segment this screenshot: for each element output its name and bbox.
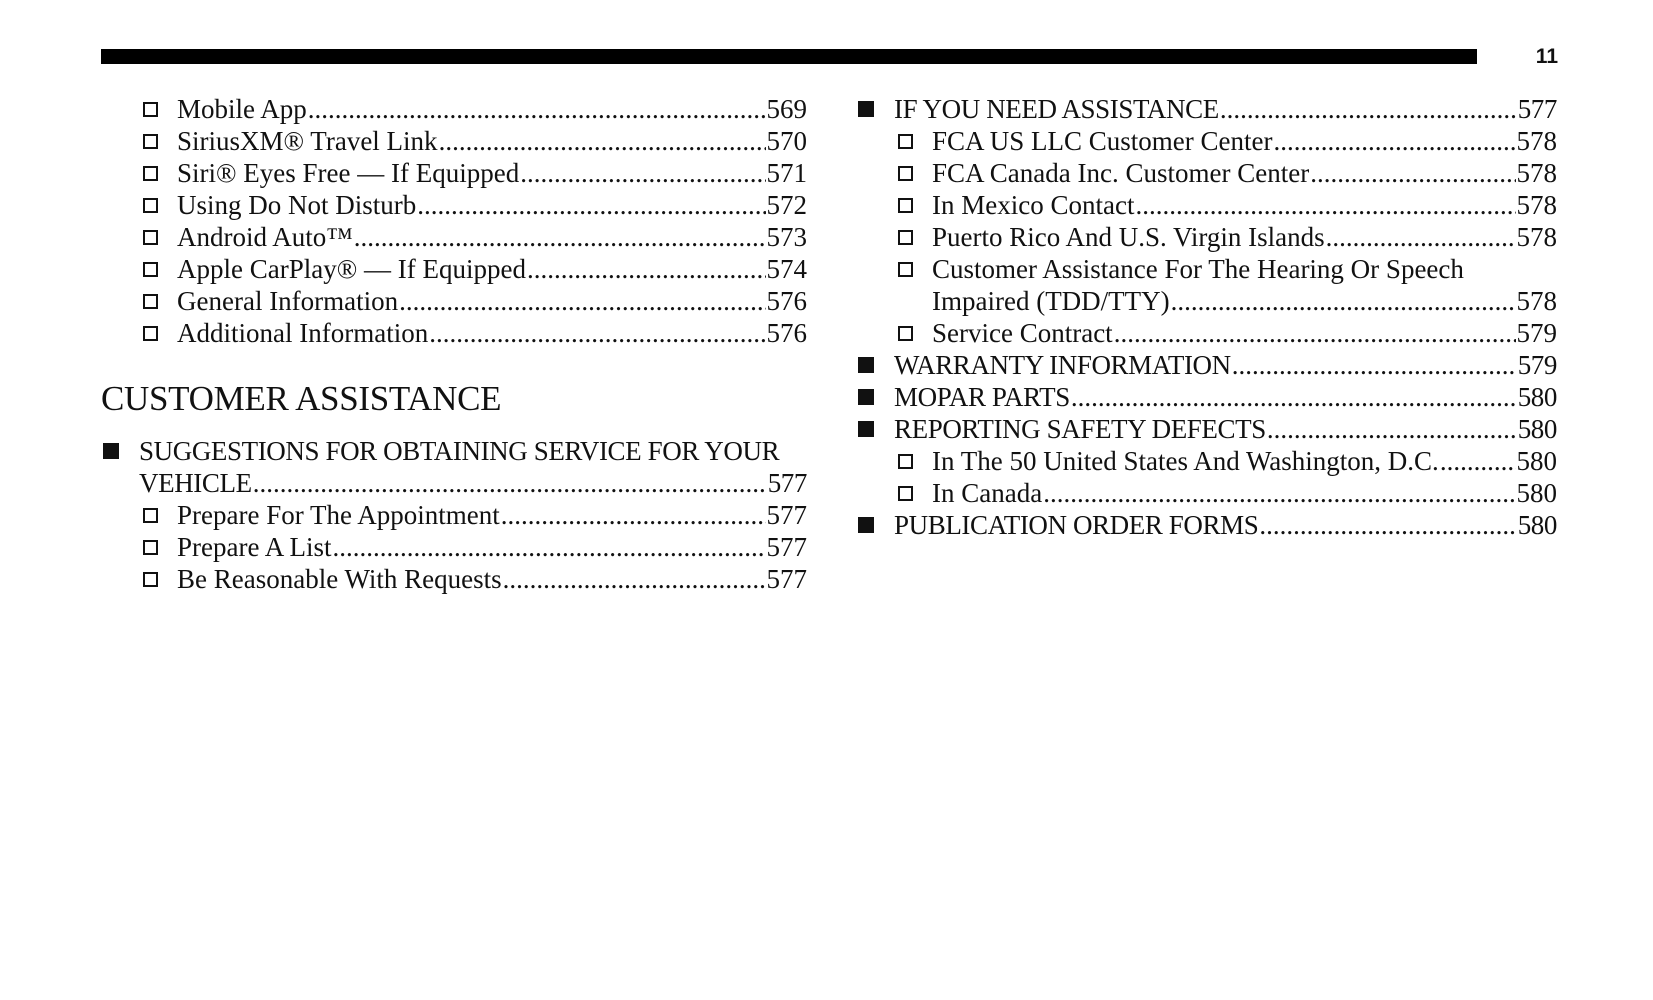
filled-square-bullet-icon xyxy=(858,517,874,533)
toc-entry[interactable] xyxy=(101,285,807,317)
dot-leader xyxy=(439,125,766,157)
dot-leader xyxy=(503,563,766,595)
toc-entry-title: In Mexico Contact xyxy=(932,190,1135,220)
toc-entry-page: 570 xyxy=(766,126,807,156)
hollow-square-bullet-icon xyxy=(143,198,158,213)
toc-entry-title-line1: SUGGESTIONS FOR OBTAINING SERVICE FOR YOUR xyxy=(139,436,780,466)
filled-square-bullet-icon xyxy=(858,357,874,373)
toc-entry[interactable] xyxy=(856,253,1557,317)
toc-entry[interactable] xyxy=(856,349,1557,381)
hollow-square-bullet-icon xyxy=(143,102,158,117)
toc-entry[interactable] xyxy=(856,477,1557,509)
toc-entry[interactable] xyxy=(856,413,1557,445)
toc-entry-page: 578 xyxy=(1516,222,1557,252)
toc-entry-title: Mobile App xyxy=(177,94,307,124)
toc-left-column xyxy=(101,93,807,595)
toc-entry-title: WARRANTY INFORMATION xyxy=(894,350,1231,380)
hollow-square-bullet-icon xyxy=(898,486,913,501)
dot-leader xyxy=(1259,509,1516,541)
dot-leader xyxy=(1043,477,1515,509)
toc-entry-page: 578 xyxy=(1516,158,1557,188)
dot-leader xyxy=(308,93,766,125)
toc-entry[interactable] xyxy=(856,189,1557,221)
toc-entry[interactable] xyxy=(101,253,807,285)
filled-square-bullet-icon xyxy=(858,389,874,405)
dot-leader xyxy=(1114,317,1516,349)
toc-entry-title: FCA US LLC Customer Center xyxy=(932,126,1273,156)
filled-square-bullet-icon xyxy=(858,101,874,117)
dot-leader xyxy=(429,317,765,349)
toc-entry[interactable] xyxy=(101,157,807,189)
toc-entry-page: 576 xyxy=(766,318,807,348)
toc-entry-page: 573 xyxy=(766,222,807,252)
toc-entry-page: 574 xyxy=(766,254,807,284)
header-rule xyxy=(101,49,1477,64)
toc-entry-page: 577 xyxy=(767,468,807,498)
dot-leader xyxy=(417,189,765,221)
hollow-square-bullet-icon xyxy=(143,262,158,277)
toc-entry[interactable] xyxy=(856,157,1557,189)
toc-entry-page: 579 xyxy=(1517,350,1557,380)
toc-entry-title: MOPAR PARTS xyxy=(894,382,1070,412)
toc-entry[interactable] xyxy=(856,125,1557,157)
hollow-square-bullet-icon xyxy=(143,134,158,149)
toc-entry-title: VEHICLE xyxy=(139,468,252,498)
dot-leader xyxy=(1267,413,1517,445)
toc-entry-title: Be Reasonable With Requests xyxy=(177,564,502,594)
toc-entry[interactable] xyxy=(101,435,807,499)
hollow-square-bullet-icon xyxy=(143,166,158,181)
toc-entry-title: Impaired (TDD/TTY) xyxy=(932,286,1170,316)
toc-entry-title: Additional Information xyxy=(177,318,429,348)
dot-leader xyxy=(1071,381,1517,413)
hollow-square-bullet-icon xyxy=(143,230,158,245)
hollow-square-bullet-icon xyxy=(143,294,158,309)
toc-entry-page: 580 xyxy=(1516,478,1557,508)
toc-entry-page: 579 xyxy=(1516,318,1557,348)
toc-entry-title: SiriusXM® Travel Link xyxy=(177,126,438,156)
toc-entry[interactable] xyxy=(101,317,807,349)
toc-entry-page: 577 xyxy=(1517,94,1557,124)
toc-entry[interactable] xyxy=(856,93,1557,125)
dot-leader xyxy=(527,253,766,285)
toc-entry-title: Prepare For The Appointment xyxy=(177,500,500,530)
toc-entry[interactable] xyxy=(856,381,1557,413)
dot-leader xyxy=(1220,93,1517,125)
dot-leader xyxy=(1274,125,1516,157)
toc-entry-page: 569 xyxy=(766,94,807,124)
dot-leader xyxy=(1135,189,1515,221)
filled-square-bullet-icon xyxy=(858,421,874,437)
toc-entry-title: General Information xyxy=(177,286,399,316)
toc-entry-title: FCA Canada Inc. Customer Center xyxy=(932,158,1310,188)
dot-leader xyxy=(1171,285,1516,317)
toc-entry-title-line1: Customer Assistance For The Hearing Or Speech xyxy=(932,254,1464,284)
toc-entry-page: 571 xyxy=(766,158,807,188)
hollow-square-bullet-icon xyxy=(898,230,913,245)
toc-entry-page: 580 xyxy=(1517,382,1557,412)
toc-entry-page: 578 xyxy=(1516,286,1557,316)
toc-entry-title: PUBLICATION ORDER FORMS xyxy=(894,510,1259,540)
dot-leader xyxy=(399,285,765,317)
toc-entry-page: 580 xyxy=(1517,510,1557,540)
hollow-square-bullet-icon xyxy=(898,166,913,181)
toc-entry-page: 578 xyxy=(1516,190,1557,220)
dot-leader xyxy=(520,157,765,189)
dot-leader xyxy=(253,467,767,499)
toc-entry[interactable] xyxy=(101,531,807,563)
toc-entry[interactable] xyxy=(856,445,1557,477)
dot-leader xyxy=(332,531,765,563)
toc-entry-title: REPORTING SAFETY DEFECTS xyxy=(894,414,1266,444)
toc-entry[interactable] xyxy=(101,189,807,221)
page-number: 11 xyxy=(1535,45,1558,68)
hollow-square-bullet-icon xyxy=(898,262,913,277)
toc-entry-page: 580 xyxy=(1516,446,1557,476)
toc-entry-page: 577 xyxy=(766,532,807,562)
hollow-square-bullet-icon xyxy=(898,134,913,149)
toc-entry[interactable] xyxy=(856,221,1557,253)
dot-leader xyxy=(1326,221,1516,253)
toc-entry-page: 577 xyxy=(766,500,807,530)
hollow-square-bullet-icon xyxy=(898,326,913,341)
section-heading: CUSTOMER ASSISTANCE xyxy=(101,379,502,418)
toc-right-column xyxy=(856,93,1557,541)
toc-entry-title: IF YOU NEED ASSISTANCE xyxy=(894,94,1219,124)
hollow-square-bullet-icon xyxy=(143,572,158,587)
toc-entry-page: 576 xyxy=(766,286,807,316)
toc-entry[interactable] xyxy=(856,509,1557,541)
hollow-square-bullet-icon xyxy=(898,454,913,469)
hollow-square-bullet-icon xyxy=(143,508,158,523)
toc-entry-title: Prepare A List xyxy=(177,532,332,562)
dot-leader xyxy=(501,499,766,531)
filled-square-bullet-icon xyxy=(103,443,119,459)
toc-entry[interactable] xyxy=(101,221,807,253)
hollow-square-bullet-icon xyxy=(898,198,913,213)
toc-entry-page: 580 xyxy=(1517,414,1557,444)
toc-entry[interactable] xyxy=(101,563,807,595)
dot-leader xyxy=(1310,157,1515,189)
toc-entry-title: Android Auto™ xyxy=(177,222,353,252)
toc-entry[interactable] xyxy=(101,499,807,531)
toc-entry-title: In Canada xyxy=(932,478,1043,508)
toc-entry[interactable] xyxy=(101,125,807,157)
toc-entry-title: Siri® Eyes Free — If Equipped xyxy=(177,158,520,188)
toc-entry-title: Apple CarPlay® — If Equipped xyxy=(177,254,526,284)
toc-entry-page: 578 xyxy=(1516,126,1557,156)
dot-leader xyxy=(1440,445,1516,477)
toc-entry[interactable] xyxy=(856,317,1557,349)
dot-leader xyxy=(1232,349,1517,381)
toc-entry-page: 572 xyxy=(766,190,807,220)
dot-leader xyxy=(354,221,766,253)
toc-entry-title: Using Do Not Disturb xyxy=(177,190,417,220)
toc-entry-title: Service Contract xyxy=(932,318,1113,348)
toc-entry[interactable] xyxy=(101,93,807,125)
toc-entry-title: In The 50 United States And Washington, D.C. xyxy=(932,446,1439,476)
toc-entry-page: 577 xyxy=(766,564,807,594)
toc-entry-title: Puerto Rico And U.S. Virgin Islands xyxy=(932,222,1325,252)
hollow-square-bullet-icon xyxy=(143,326,158,341)
hollow-square-bullet-icon xyxy=(143,540,158,555)
